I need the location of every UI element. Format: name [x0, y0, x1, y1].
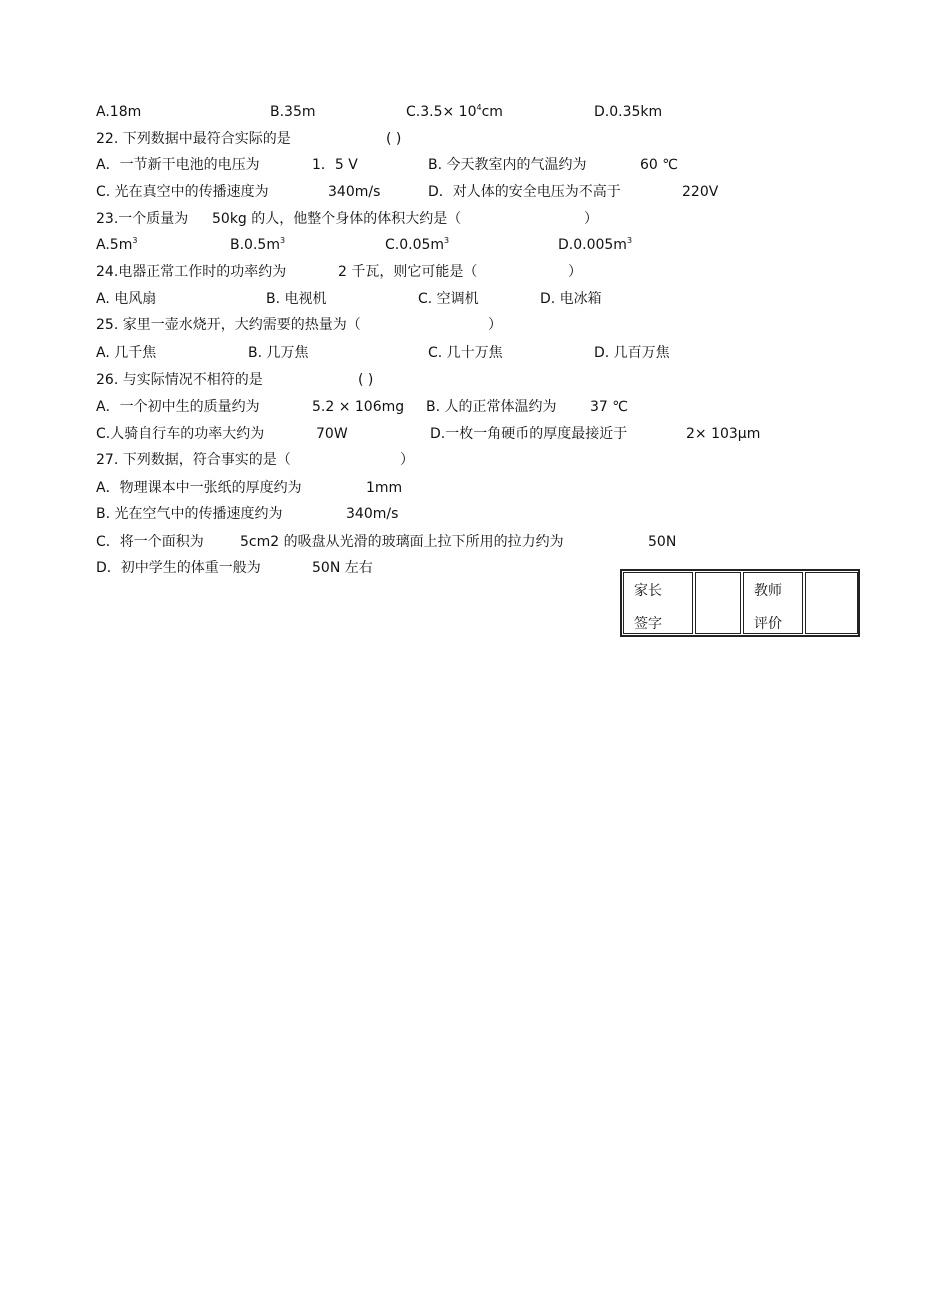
teacher-evaluation-label-cell: [743, 572, 803, 634]
q21-option-a: A.18m: [96, 104, 142, 120]
q27-stem: 27. 下列数据，符合事实的是（: [96, 452, 291, 468]
q24-option-a: A. 电风扇: [96, 291, 157, 307]
q22-option-b: B. 今天教室内的气温约为: [428, 157, 587, 173]
q27-option-c: C．将一个面积为: [96, 534, 204, 550]
q27-option-d: D．初中学生的体重一般为: [96, 560, 261, 576]
q22-option-c-value: 340m/s: [328, 184, 381, 200]
q22-option-b-value: 60 ℃: [640, 157, 678, 173]
q26-answer-paren: ( ): [358, 372, 374, 388]
q27-option-d-value: 50N 左右: [312, 560, 373, 576]
q26-option-d-value: 2× 103μm: [686, 426, 761, 442]
q27-option-b: B. 光在空气中的传播速度约为: [96, 506, 283, 522]
q26-option-b: B. 人的正常体温约为: [426, 399, 557, 415]
q23-option-b: $B.0.5m^3$: [230, 236, 286, 253]
q26-option-c-value: 70W: [316, 426, 348, 442]
q24-option-b: B. 电视机: [266, 291, 327, 307]
q22-option-a: A．一节新干电池的电压为: [96, 157, 260, 173]
q24-answer-paren-close: ）: [568, 264, 582, 280]
q26-option-a-value: 5.2 × 106mg: [312, 399, 405, 415]
q24-stem-value: 2 千瓦，则它可能是（: [338, 264, 478, 280]
q27-option-b-value: 340m/s: [346, 506, 399, 522]
parent-signature-label-cell: [623, 572, 693, 634]
q25-stem: 25. 家里一壶水烧开，大约需要的热量为（: [96, 317, 361, 333]
teacher-label-line1: 教师: [754, 583, 782, 599]
q26-option-a: A．一个初中生的质量约为: [96, 399, 260, 415]
q23-option-a: $A.5m^3$: [96, 236, 138, 253]
q21-option-c: $C.3.5\times 10^4cm$: [406, 103, 503, 120]
q23-stem-value: 50kg 的人，他整个身体的体积大约是（: [212, 211, 462, 227]
teacher-label-line2: 评价: [754, 616, 782, 632]
parent-label-line1: 家长: [634, 583, 662, 599]
q26-stem: 26. 与实际情况不相符的是: [96, 372, 263, 388]
q24-option-c: C. 空调机: [418, 291, 479, 307]
q22-option-c: C. 光在真空中的传播速度为: [96, 184, 269, 200]
q22-stem: 22. 下列数据中最符合实际的是: [96, 131, 291, 147]
q24-option-d: D. 电冰箱: [540, 291, 602, 307]
q22-answer-paren: ( ): [386, 131, 402, 147]
q23-option-c: $C.0.05m^3$: [385, 236, 450, 253]
q25-option-a: A. 几千焦: [96, 345, 157, 361]
q23-answer-paren-close: ）: [584, 211, 598, 227]
q27-option-a-value: 1mm: [366, 480, 403, 496]
q26-option-c: C.人骑自行车的功率大约为: [96, 426, 265, 442]
parent-label-line2: 签字: [634, 616, 662, 632]
q24-stem: 24.电器正常工作时的功率约为: [96, 264, 287, 280]
q23-stem: 23.一个质量为: [96, 211, 189, 227]
q21-option-d: D.0.35km: [594, 104, 663, 120]
q25-answer-paren-close: ）: [488, 317, 502, 333]
q25-option-b: B. 几万焦: [248, 345, 309, 361]
parent-signature-field[interactable]: [695, 572, 741, 634]
q27-answer-paren-close: ）: [400, 452, 414, 468]
q21-option-b: B.35m: [270, 104, 316, 120]
q22-option-d-value: 220V: [682, 184, 719, 200]
teacher-evaluation-field[interactable]: [805, 572, 858, 634]
q27-option-c-mid: 5cm2 的吸盘从光滑的玻璃面上拉下所用的拉力约为: [240, 534, 564, 550]
signature-evaluation-box: [620, 569, 860, 637]
q25-option-c: C. 几十万焦: [428, 345, 503, 361]
q22-option-d: D．对人体的安全电压为不高于: [428, 184, 621, 200]
q23-option-d: $D.0.005m^3$: [558, 236, 633, 253]
q27-option-a: A．物理课本中一张纸的厚度约为: [96, 480, 302, 496]
q25-option-d: D. 几百万焦: [594, 345, 670, 361]
q26-option-d: D.一枚一角硬币的厚度最接近于: [430, 426, 628, 442]
q22-option-a-value: 1．5 V: [312, 157, 358, 173]
q26-option-b-value: 37 ℃: [590, 399, 628, 415]
q27-option-c-value: 50N: [648, 534, 677, 550]
